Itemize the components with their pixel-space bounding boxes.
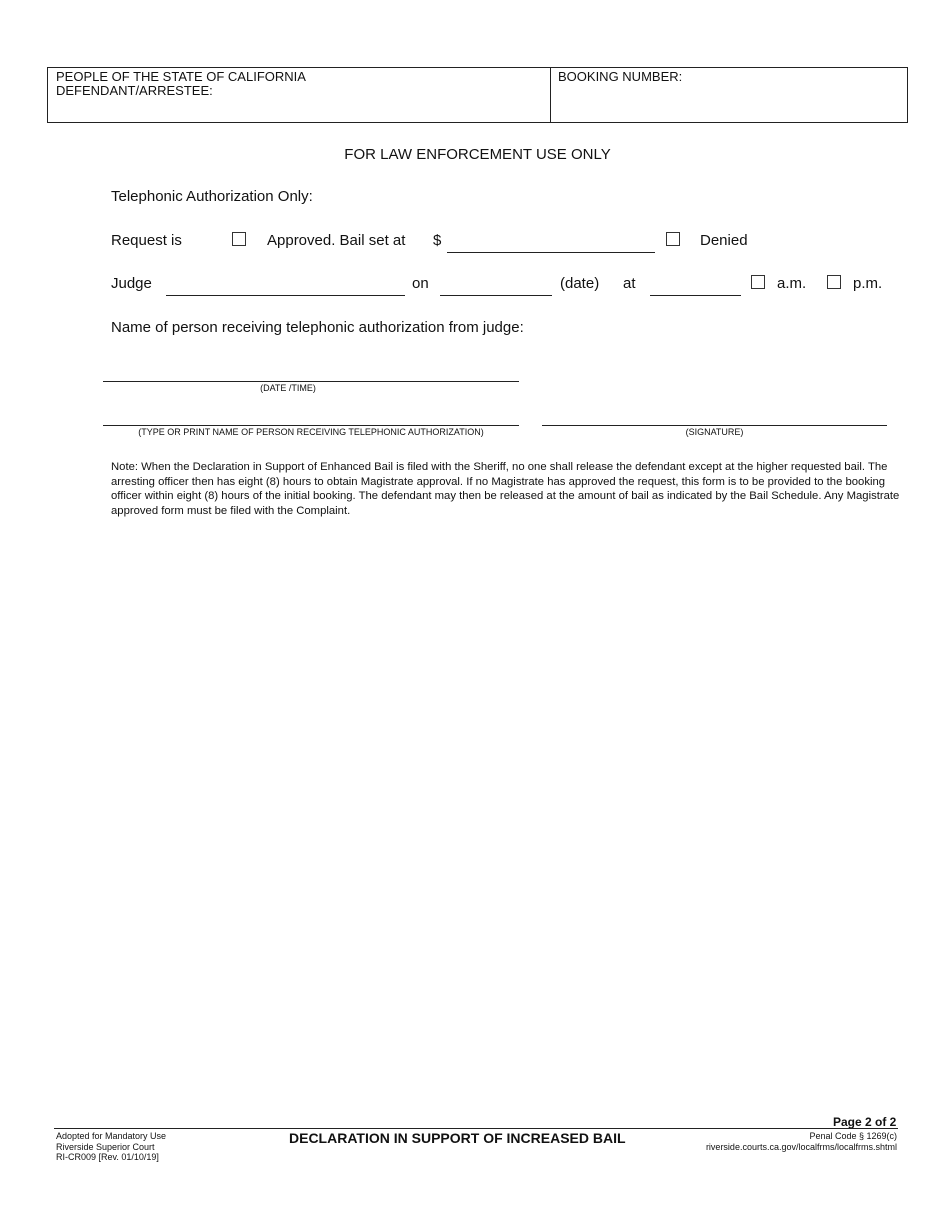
signature-input[interactable] [544, 406, 889, 426]
request-label: Request is [111, 232, 182, 249]
date-input[interactable] [442, 276, 554, 296]
on-label: on [412, 275, 429, 292]
section-title: FOR LAW ENFORCEMENT USE ONLY [344, 146, 611, 163]
page-number: Page 2 of 2 [833, 1115, 897, 1129]
dollar-sign: $ [433, 232, 442, 249]
penal-code: Penal Code § 1269(c) [809, 1131, 897, 1141]
denied-checkbox[interactable] [666, 232, 680, 246]
footer-right [706, 1131, 897, 1152]
case-header-box [47, 67, 908, 123]
court-url[interactable]: riverside.courts.ca.gov/localfrms/localfrms.shtml [705, 1141, 897, 1152]
adopted-text: Adopted for Mandatory Use [56, 1131, 167, 1141]
approved-label: Approved. Bail set at [267, 232, 406, 249]
denied-label: Denied [700, 232, 748, 249]
pm-checkbox[interactable] [827, 275, 841, 289]
at-label: at [623, 275, 636, 292]
approved-checkbox[interactable] [232, 232, 246, 246]
people-label: PEOPLE OF THE STATE OF CALIFORNIA [56, 69, 306, 84]
signature-caption: (SIGNATURE) [685, 427, 744, 437]
form-title: DECLARATION IN SUPPORT OF INCREASED BAIL [289, 1130, 626, 1146]
am-label: a.m. [777, 275, 807, 292]
print-name-caption: (TYPE OR PRINT NAME OF PERSON RECEIVING TELEPHONIC AUTHORIZATION) [138, 427, 484, 437]
pm-label: p.m. [853, 275, 883, 292]
defendant-label: DEFENDANT/ARRESTEE: [56, 83, 213, 98]
date-time-caption: (DATE /TIME) [260, 383, 316, 393]
time-input[interactable] [652, 276, 743, 296]
receiver-name-input[interactable] [105, 406, 521, 426]
footer-left [56, 1131, 166, 1163]
am-checkbox[interactable] [751, 275, 765, 289]
judge-label: Judge [111, 275, 152, 292]
receiver-prompt: Name of person receiving telephonic authorization from judge: [111, 319, 524, 336]
note-paragraph: Note: When the Declaration in Support of Enhanced Bail is filed with the Sheriff, no one shall release the defendant except at the higher requested bail. The arresting officer then has eight (8) hours to obtain Magistrate approval. If no Magistrate has approved the request, this form is to be provided to the booking officer within eight (8) hours of the initial booking. The defendant may then be released at the amount of bail as indicated by the Bail Schedule. Any Magistrate approved form must be filed with the Complaint. [111, 461, 900, 517]
telephonic-label: Telephonic Authorization Only: [111, 188, 313, 205]
court-text: Riverside Superior Court [56, 1141, 155, 1152]
date-time-input[interactable] [105, 362, 521, 382]
form-id: RI-CR009 [Rev. 01/10/19] [56, 1152, 159, 1162]
bail-amount-input[interactable] [449, 233, 657, 253]
booking-number-label: BOOKING NUMBER: [558, 69, 683, 84]
date-label: (date) [560, 275, 600, 292]
judge-name-input[interactable] [168, 276, 407, 296]
